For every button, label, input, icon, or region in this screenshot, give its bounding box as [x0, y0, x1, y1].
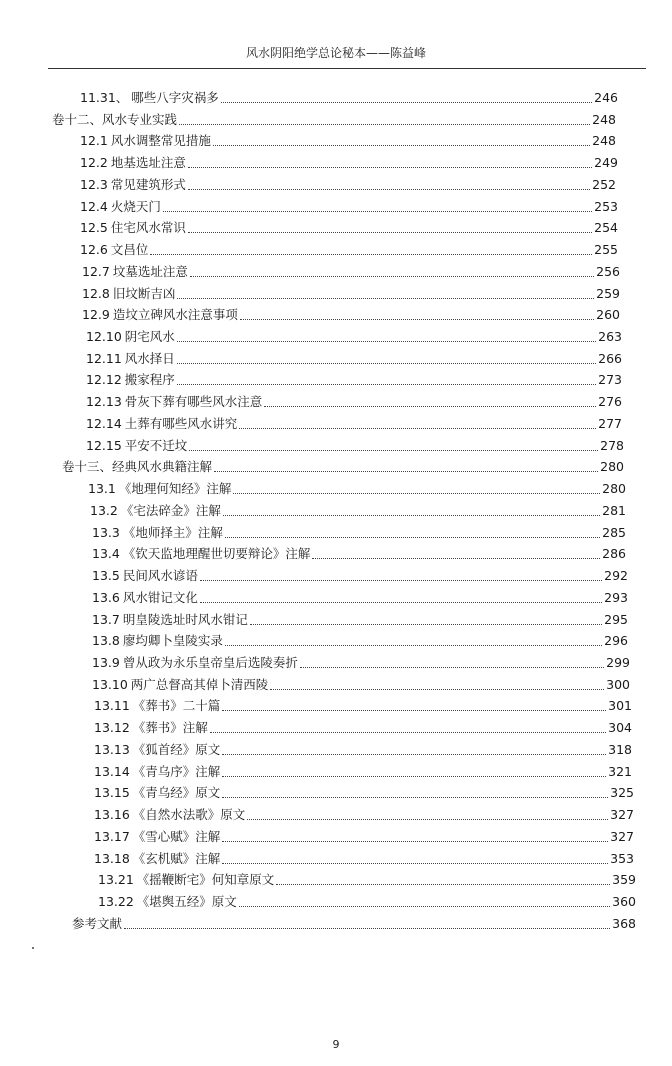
- toc-entry-number: 12.6: [80, 242, 108, 258]
- toc-entry: [80, 173, 616, 193]
- toc-entry-page: 299: [606, 654, 630, 670]
- toc-entry-title: 《青乌序》注解: [132, 763, 221, 779]
- toc-entry: [80, 86, 618, 106]
- toc-entry-page: 278: [600, 437, 624, 453]
- toc-entry: [80, 216, 618, 236]
- dot-leader: [250, 623, 602, 625]
- toc-entry-title: 《地理何知经》注解: [118, 481, 232, 497]
- dot-leader: [239, 905, 610, 907]
- dot-leader: [264, 405, 596, 407]
- toc-entry: [86, 368, 622, 388]
- toc-entry-page: 248: [592, 111, 616, 127]
- dot-leader: [188, 166, 592, 168]
- toc-entry-page: 273: [598, 372, 622, 388]
- toc-entry-number: 12.1: [80, 133, 108, 149]
- toc-entry-number: 13.7: [92, 611, 120, 627]
- dot-leader: [312, 557, 600, 559]
- dot-leader: [222, 753, 606, 755]
- toc-entry: [92, 521, 626, 541]
- toc-entry-number: 13.8: [92, 633, 120, 649]
- page-header: 风水阴阳绝学总论秘本——陈益峰: [245, 46, 426, 60]
- toc-entry: [80, 129, 616, 149]
- toc-entry-title: 土葬有哪些风水讲究: [124, 415, 238, 431]
- toc-entry-number: 12.5: [80, 220, 108, 236]
- toc-entry: [94, 760, 632, 780]
- dot-leader: [239, 427, 596, 429]
- toc-entry-page: 253: [594, 198, 618, 214]
- toc-entry-number: 13.11: [94, 698, 130, 714]
- toc-entry: [90, 499, 626, 519]
- dot-leader: [179, 123, 590, 125]
- toc-entry-page: 277: [598, 415, 622, 431]
- toc-entry: [92, 673, 630, 693]
- toc-entry-title: 坟墓选址注意: [112, 263, 188, 279]
- toc-entry-number: 13.9: [92, 654, 120, 670]
- toc-entry-page: 300: [606, 676, 630, 692]
- dot-leader: [177, 383, 596, 385]
- toc-entry: [86, 347, 622, 367]
- toc-entry: [92, 542, 626, 562]
- toc-entry-page: 368: [612, 915, 636, 931]
- dot-leader: [222, 862, 608, 864]
- toc-entry: [92, 564, 628, 584]
- toc-entry-number: 12.8: [82, 285, 110, 301]
- toc-entry: [82, 260, 620, 280]
- toc-entry: [94, 847, 634, 867]
- toc-entry: [86, 390, 622, 410]
- dot-leader: [247, 818, 608, 820]
- toc-entry-page: 296: [604, 633, 628, 649]
- toc-entry-title: 文昌位: [110, 242, 149, 258]
- toc-entry-title: 造坟立碑风水注意事项: [112, 307, 238, 323]
- dot-leader: [225, 536, 600, 538]
- toc-entry-number: 13.12: [94, 720, 130, 736]
- toc-entry-number: 13.3: [92, 524, 120, 540]
- toc-entry-number: 13.1: [88, 481, 116, 497]
- toc-entry-title: 搬家程序: [124, 372, 175, 388]
- dot-leader: [190, 275, 594, 277]
- toc-entry-page: 280: [600, 459, 624, 475]
- toc-entry: [88, 477, 626, 497]
- dot-leader: [233, 492, 600, 494]
- toc-entry-page: 285: [602, 524, 626, 540]
- toc-entry-number: 12.13: [86, 394, 122, 410]
- dot-leader: [210, 731, 606, 733]
- dot-leader: [188, 188, 590, 190]
- toc-entry: [80, 238, 618, 258]
- toc-entry-title: 《狐首经》原文: [132, 741, 221, 757]
- toc-entry-page: 325: [610, 785, 634, 801]
- toc-entry: [98, 868, 636, 888]
- toc-entry-title: 骨灰下葬有哪些风水注意: [124, 394, 263, 410]
- toc-entry-number: 13.6: [92, 589, 120, 605]
- toc-entry-page: 293: [604, 589, 628, 605]
- toc-entry-page: 246: [594, 90, 618, 105]
- toc-entry: [72, 912, 636, 932]
- dot-leader: [221, 101, 592, 103]
- toc-entry-title: 火烧天门: [110, 198, 161, 214]
- toc-entry-page: 281: [602, 502, 626, 518]
- toc-entry-page: 304: [608, 720, 632, 736]
- dot-leader: [177, 362, 596, 364]
- toc-entry-number: 13.5: [92, 568, 120, 584]
- toc-entry-page: 318: [608, 741, 632, 757]
- toc-entry-page: 248: [592, 133, 616, 149]
- toc-entry-page: 252: [592, 176, 616, 192]
- toc-entry-page: 301: [608, 698, 632, 714]
- toc-entry: [80, 151, 618, 171]
- toc-entry-page: 266: [598, 350, 622, 366]
- toc-entry-page: 321: [608, 763, 632, 779]
- toc-entry: [94, 825, 634, 845]
- toc-entry-title: 两广总督高其倬卜清西陵: [130, 676, 269, 692]
- toc-entry-number: 12.15: [86, 437, 122, 453]
- toc-entry-title: 《地师择主》注解: [122, 524, 223, 540]
- toc-entry: [92, 608, 628, 628]
- toc-entry-title: 风水调整常见措施: [110, 133, 211, 149]
- toc-entry-number: 13.13: [94, 741, 130, 757]
- toc-entry-number: 13.14: [94, 763, 130, 779]
- toc-entry-number: 13.21: [98, 872, 134, 888]
- toc-entry-title: 《葬书》注解: [132, 720, 208, 736]
- dot-leader: [300, 666, 604, 668]
- toc-entry-number: 12.7: [82, 263, 110, 279]
- toc-entry-page: 256: [596, 263, 620, 279]
- dot-leader: [163, 210, 592, 212]
- toc-entry-title: 旧坟断吉凶: [112, 285, 176, 301]
- toc-entry-page: 359: [612, 872, 636, 888]
- dot-leader: [276, 883, 610, 885]
- toc-entry-page: 255: [594, 242, 618, 258]
- toc-entry-number: 12.10: [86, 329, 122, 345]
- toc-entry: [80, 195, 618, 215]
- toc-entry: [94, 738, 632, 758]
- toc-entry-title: 平安不迁坟: [124, 437, 188, 453]
- toc-entry-title: 《雪心赋》注解: [132, 828, 221, 844]
- toc-entry-number: 12.9: [82, 307, 110, 323]
- dot-leader: [188, 231, 592, 233]
- dot-leader: [222, 840, 608, 842]
- dot-leader: [177, 340, 596, 342]
- toc-entry-title: 《青乌经》原文: [132, 785, 221, 801]
- dot-leader: [222, 796, 608, 798]
- toc-entry-page: 276: [598, 394, 622, 410]
- toc-entry-page: 286: [602, 546, 626, 562]
- dot-leader: [214, 470, 598, 472]
- toc-entry-title: 明皇陵选址时风水钳记: [122, 611, 248, 627]
- toc-entry: [82, 303, 620, 323]
- toc-entry-page: 327: [610, 807, 634, 823]
- toc-entry-number: 12.14: [86, 415, 122, 431]
- dot-leader: [150, 253, 592, 255]
- toc-entry-number: 13.10: [92, 676, 128, 692]
- toc-entry-number: 13.4: [92, 546, 120, 562]
- header-rule: [48, 68, 646, 69]
- toc-entry-number: 13.2: [90, 502, 118, 518]
- toc-entry: [82, 282, 620, 302]
- toc-entry-number: 11.31、: [80, 90, 129, 105]
- toc-entry-title: 民间风水谚语: [122, 568, 198, 584]
- toc-entry: [94, 781, 634, 801]
- toc-entry-title: 卷十二、风水专业实践: [52, 111, 178, 127]
- toc-entry-page: 295: [604, 611, 628, 627]
- toc-entry-title: 住宅风水常识: [110, 220, 186, 236]
- toc-entry: [94, 716, 632, 736]
- toc-entry: [92, 586, 628, 606]
- toc-entry-page: 327: [610, 828, 634, 844]
- toc-entry-title: 《宅法碎金》注解: [120, 502, 221, 518]
- toc-entry-title: 地基选址注意: [110, 155, 186, 171]
- toc-entry-number: 12.11: [86, 350, 122, 366]
- dot-leader: [200, 601, 602, 603]
- toc-entry-number: 13.17: [94, 828, 130, 844]
- toc-entry: [94, 694, 632, 714]
- toc-entry-number: 12.4: [80, 198, 108, 214]
- toc-entry-number: 12.2: [80, 155, 108, 171]
- toc-entry-title: 《钦天监地理醒世切要辩论》注解: [122, 546, 311, 562]
- dot-leader: [222, 775, 606, 777]
- toc-entry: [86, 434, 624, 454]
- dot-leader: [270, 688, 604, 690]
- toc-entry: [92, 629, 628, 649]
- toc-entry-title: 《自然水法歌》原文: [132, 807, 246, 823]
- toc-entry-title: 曾从政为永乐皇帝皇后选陵奏折: [122, 654, 298, 670]
- toc-entry-title: 参考文献: [72, 915, 123, 931]
- toc-entry-number: 13.16: [94, 807, 130, 823]
- toc-entry-page: 292: [604, 568, 628, 584]
- dot-leader: [200, 579, 602, 581]
- toc-entry-title: 廖均卿卜皇陵实录: [122, 633, 223, 649]
- toc-entry-title: 常见建筑形式: [110, 176, 186, 192]
- toc-entry-page: 280: [602, 481, 626, 497]
- scan-speck: [32, 947, 34, 949]
- toc-entry-title: 阴宅风水: [124, 329, 175, 345]
- toc-entry-title: 《玄机赋》注解: [132, 850, 221, 866]
- toc-entry: [98, 890, 636, 910]
- toc-entry-number: 13.18: [94, 850, 130, 866]
- toc-entry-page: 260: [596, 307, 620, 323]
- toc-entry-title: 《摇鞭断宅》何知章原文: [136, 872, 275, 888]
- toc-entry-page: 254: [594, 220, 618, 236]
- toc-entry-page: 259: [596, 285, 620, 301]
- toc-entry-title: 风水钳记文化: [122, 589, 198, 605]
- dot-leader: [225, 644, 602, 646]
- toc-entry-number: 13.15: [94, 785, 130, 801]
- dot-leader: [177, 297, 594, 299]
- toc-entry-number: 12.12: [86, 372, 122, 388]
- toc-entry-title: 风水择日: [124, 350, 175, 366]
- dot-leader: [213, 144, 590, 146]
- page-number: 9: [332, 1038, 340, 1051]
- toc-entry-title: 卷十三、经典风水典籍注解: [62, 459, 213, 475]
- dot-leader: [222, 709, 606, 711]
- toc-entry-number: 12.3: [80, 176, 108, 192]
- dot-leader: [189, 449, 598, 451]
- toc-entry-page: 249: [594, 155, 618, 171]
- toc-entry-page: 360: [612, 894, 636, 909]
- toc-entry: [62, 455, 624, 475]
- toc-entry-page: 353: [610, 850, 634, 866]
- toc-entry-title: 哪些八字灾祸多: [131, 90, 219, 105]
- toc-entry: [92, 651, 630, 671]
- toc-entry: [94, 803, 634, 823]
- dot-leader: [240, 318, 594, 320]
- toc-entry-number: 13.22: [98, 894, 134, 909]
- dot-leader: [223, 514, 600, 516]
- toc-entry-page: 263: [598, 329, 622, 345]
- toc-entry-title: 《堪舆五经》原文: [136, 894, 237, 909]
- toc-entry: [52, 108, 616, 128]
- toc-entry: [86, 412, 622, 432]
- toc-entry: [86, 325, 622, 345]
- dot-leader: [124, 927, 610, 929]
- toc-entry-title: 《葬书》二十篇: [132, 698, 221, 714]
